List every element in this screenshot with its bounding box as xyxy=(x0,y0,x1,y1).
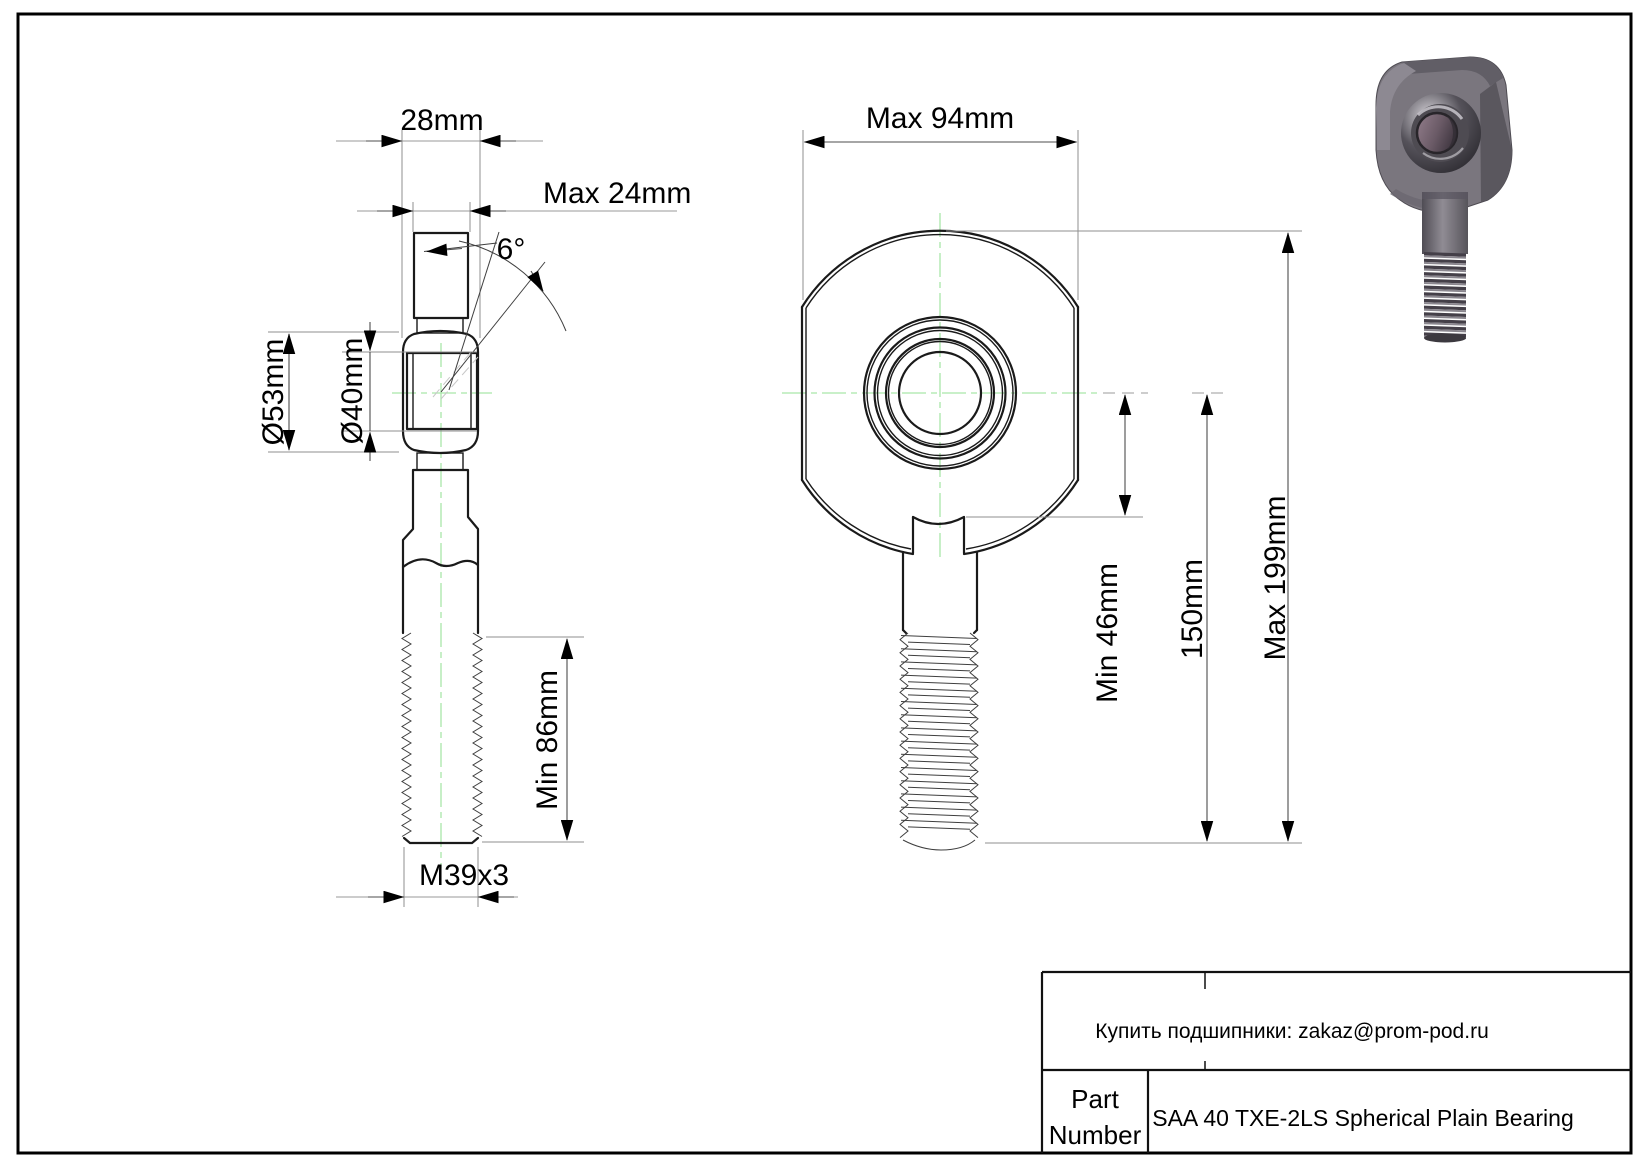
render-shank-shoulder xyxy=(1422,192,1468,199)
title-block xyxy=(1042,972,1631,1153)
render-threads xyxy=(1424,252,1466,339)
render-shank xyxy=(1422,192,1468,254)
dim-housing-width-label: Max 24mm xyxy=(543,177,692,210)
dim-thread-min-length xyxy=(482,637,584,842)
dim-misalignment-angle xyxy=(424,232,566,392)
dim-center-to-shank-label: Min 46mm xyxy=(1091,562,1124,704)
vendor-note: Купить подшипники: zakaz@prom-pod.ru xyxy=(1095,1020,1489,1043)
thread-profile-left xyxy=(402,633,411,837)
thread-profile-right xyxy=(970,633,978,838)
rod-tip xyxy=(903,840,975,850)
dim-thread-spec-label: M39x3 xyxy=(418,859,510,892)
thread-crests xyxy=(901,636,977,824)
dim-center-to-shank xyxy=(966,395,1143,703)
thread-roots xyxy=(908,642,970,829)
part-number-label-1: Part xyxy=(1071,1084,1119,1114)
render-bore-hole xyxy=(1417,113,1457,153)
dim-ball-od-label: Ø40mm xyxy=(336,337,369,445)
dim-thread-length xyxy=(1176,395,1209,841)
dim-thread-spec xyxy=(336,847,518,907)
dim-housing-width xyxy=(357,177,691,232)
dim-thread-min-length-label: Min 86mm xyxy=(531,669,564,811)
dim-outer-ring-od-label: Ø53mm xyxy=(257,338,290,446)
dim-total-length-label: Max 199mm xyxy=(1259,495,1292,661)
construction-line xyxy=(433,352,471,397)
seal-bottom xyxy=(417,453,463,470)
dim-ball-width-label: 28mm xyxy=(400,104,484,137)
dim-thread-length-label: 150mm xyxy=(1176,558,1209,660)
dim-head-width-label: Max 94mm xyxy=(865,102,1015,135)
part-number-label-2: Number xyxy=(1048,1120,1142,1150)
part-number-value: SAA 40 TXE-2LS Spherical Plain Bearing xyxy=(1152,1105,1574,1131)
dim-angle-label: 6° xyxy=(496,233,526,266)
housing-section xyxy=(414,233,468,318)
front-view xyxy=(782,102,1302,850)
render-thread-tip xyxy=(1424,334,1466,343)
dim-total-length xyxy=(946,231,1302,843)
iso-render xyxy=(1376,57,1512,343)
shank-front xyxy=(900,517,978,850)
thread-profile-right xyxy=(473,633,482,837)
dim-outer-ring-od xyxy=(257,332,399,452)
section-view xyxy=(257,104,691,907)
